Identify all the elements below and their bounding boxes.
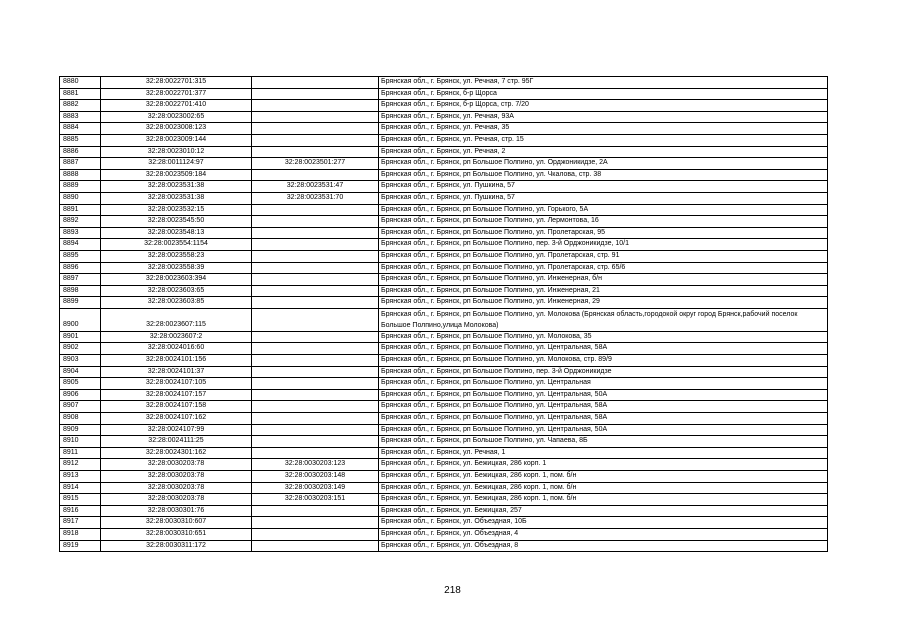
table-row: [60, 134, 828, 146]
table-row: [60, 239, 828, 251]
cadastral-number-cell: 32:28:0024107:162: [101, 413, 252, 425]
row-number-cell: 8889: [60, 181, 101, 193]
address-cell: Брянская обл., г. Брянск, ул. Бежицкая, 286 корп. 1: [379, 459, 828, 471]
row-number-cell: 8895: [60, 250, 101, 262]
address-cell: Брянская обл., г. Брянск, ул. Речная, 1: [379, 447, 828, 459]
table-row: [60, 378, 828, 390]
secondary-cadastral-number-cell: [252, 216, 379, 228]
address-cell: Брянская обл., г. Брянск, ул. Объездная, 10Б: [379, 517, 828, 529]
row-number-cell: 8898: [60, 285, 101, 297]
address-cell: Брянская обл., г. Брянск, ул. Речная, 2: [379, 146, 828, 158]
secondary-cadastral-number-cell: [252, 343, 379, 355]
table-row: [60, 297, 828, 309]
table-row: [60, 158, 828, 170]
secondary-cadastral-number-cell: [252, 77, 379, 89]
address-cell: Брянская обл., г. Брянск, рп Большое Полпино, ул. Молокова, стр. 89/9: [379, 355, 828, 367]
table-row: [60, 540, 828, 552]
cadastral-number-cell: 32:28:0024107:105: [101, 378, 252, 390]
secondary-cadastral-number-cell: [252, 297, 379, 309]
address-cell: Брянская обл., г. Брянск, рп Большое Полпино, ул. Инженерная, б/н: [379, 274, 828, 286]
table-row: [60, 308, 828, 331]
cadastral-number-cell: 32:28:0030203:78: [101, 494, 252, 506]
row-number-cell: 8912: [60, 459, 101, 471]
cadastral-number-cell: 32:28:0023603:65: [101, 285, 252, 297]
address-cell: Брянская обл., г. Брянск, б-р Щорса, стр. 7/20: [379, 100, 828, 112]
table-row: [60, 459, 828, 471]
row-number-cell: 8896: [60, 262, 101, 274]
secondary-cadastral-number-cell: [252, 528, 379, 540]
address-cell: Брянская обл., г. Брянск, рп Большое Полпино, ул. Пролетарская, стр. 65/6: [379, 262, 828, 274]
table-row: [60, 169, 828, 181]
address-cell: Брянская обл., г. Брянск, рп Большое Полпино, пер. 3-й Орджоникидзе, 10/1: [379, 239, 828, 251]
cadastral-number-cell: 32:28:0023532:15: [101, 204, 252, 216]
secondary-cadastral-number-cell: [252, 100, 379, 112]
address-cell: Брянская обл., г. Брянск, рп Большое Полпино, ул. Центральная: [379, 378, 828, 390]
secondary-cadastral-number-cell: [252, 250, 379, 262]
row-number-cell: 8909: [60, 424, 101, 436]
secondary-cadastral-number-cell: [252, 413, 379, 425]
cadastral-number-cell: 32:28:0030203:78: [101, 471, 252, 483]
row-number-cell: 8903: [60, 355, 101, 367]
secondary-cadastral-number-cell: [252, 378, 379, 390]
row-number-cell: 8914: [60, 482, 101, 494]
secondary-cadastral-number-cell: [252, 355, 379, 367]
row-number-cell: 8918: [60, 528, 101, 540]
table-row: [60, 331, 828, 343]
cadastral-number-cell: 32:28:0024101:156: [101, 355, 252, 367]
address-cell: Брянская обл., г. Брянск, рп Большое Полпино, ул. Пролетарская, 95: [379, 227, 828, 239]
secondary-cadastral-number-cell: [252, 88, 379, 100]
row-number-cell: 8900: [60, 308, 101, 331]
row-number-cell: 8884: [60, 123, 101, 135]
address-cell: Брянская обл., г. Брянск, рп Большое Полпино, ул. Центральная, 50А: [379, 424, 828, 436]
secondary-cadastral-number-cell: [252, 274, 379, 286]
row-number-cell: 8899: [60, 297, 101, 309]
secondary-cadastral-number-cell: [252, 262, 379, 274]
cadastral-number-cell: 32:28:0022701:315: [101, 77, 252, 89]
secondary-cadastral-number-cell: 32:28:0023531:47: [252, 181, 379, 193]
address-cell: Брянская обл., г. Брянск, рп Большое Полпино, ул. Центральная, 50А: [379, 389, 828, 401]
address-cell: Брянская обл., г. Брянск, рп Большое Полпино, ул. Инженерная, 29: [379, 297, 828, 309]
secondary-cadastral-number-cell: [252, 366, 379, 378]
table-row: [60, 494, 828, 506]
row-number-cell: 8904: [60, 366, 101, 378]
cadastral-number-cell: 32:28:0030203:78: [101, 482, 252, 494]
cadastral-number-cell: 32:28:0023531:38: [101, 192, 252, 204]
address-cell: Брянская обл., г. Брянск, ул. Бежицкая, 286 корп. 1, пом. б/н: [379, 482, 828, 494]
cadastral-number-cell: 32:28:0030301:76: [101, 505, 252, 517]
row-number-cell: 8917: [60, 517, 101, 529]
row-number-cell: 8915: [60, 494, 101, 506]
table-row: [60, 505, 828, 517]
table-row: [60, 88, 828, 100]
table-row: [60, 111, 828, 123]
secondary-cadastral-number-cell: [252, 540, 379, 552]
address-cell: Брянская обл., г. Брянск, б-р Щорса: [379, 88, 828, 100]
table-row: [60, 447, 828, 459]
secondary-cadastral-number-cell: [252, 123, 379, 135]
row-number-cell: 8890: [60, 192, 101, 204]
table-row: [60, 355, 828, 367]
registry-table: [59, 76, 828, 552]
table-row: [60, 123, 828, 135]
secondary-cadastral-number-cell: 32:28:0030203:151: [252, 494, 379, 506]
secondary-cadastral-number-cell: [252, 204, 379, 216]
cadastral-number-cell: 32:28:0030310:607: [101, 517, 252, 529]
address-cell: Брянская обл., г. Брянск, ул. Пушкина, 57: [379, 181, 828, 193]
address-cell: Брянская обл., г. Брянск, ул. Бежицкая, 286 корп. 1, пом. б/н: [379, 494, 828, 506]
cadastral-number-cell: 32:28:0022701:410: [101, 100, 252, 112]
cadastral-number-cell: 32:28:0023603:394: [101, 274, 252, 286]
row-number-cell: 8894: [60, 239, 101, 251]
row-number-cell: 8902: [60, 343, 101, 355]
address-cell: Брянская обл., г. Брянск, рп Большое Полпино, ул. Горького, 5А: [379, 204, 828, 216]
table-row: [60, 274, 828, 286]
row-number-cell: 8893: [60, 227, 101, 239]
secondary-cadastral-number-cell: [252, 436, 379, 448]
table-row: [60, 100, 828, 112]
address-cell: Брянская обл., г. Брянск, ул. Пушкина, 57: [379, 192, 828, 204]
table-row: [60, 436, 828, 448]
cadastral-number-cell: 32:28:0024107:157: [101, 389, 252, 401]
address-cell: Брянская обл., г. Брянск, рп Большое Полпино, ул. Лермонтова, 16: [379, 216, 828, 228]
row-number-cell: 8905: [60, 378, 101, 390]
cadastral-number-cell: 32:28:0023558:23: [101, 250, 252, 262]
row-number-cell: 8887: [60, 158, 101, 170]
secondary-cadastral-number-cell: [252, 331, 379, 343]
table-row: [60, 285, 828, 297]
cadastral-number-cell: 32:28:0024111:25: [101, 436, 252, 448]
cadastral-number-cell: 32:28:0030203:78: [101, 459, 252, 471]
cadastral-number-cell: 32:28:0023545:50: [101, 216, 252, 228]
secondary-cadastral-number-cell: [252, 227, 379, 239]
secondary-cadastral-number-cell: [252, 517, 379, 529]
cadastral-number-cell: 32:28:0023509:184: [101, 169, 252, 181]
table-row: [60, 401, 828, 413]
address-cell: Брянская обл., г. Брянск, рп Большое Полпино, ул. Молокова, 35: [379, 331, 828, 343]
cadastral-number-cell: 32:28:0024107:99: [101, 424, 252, 436]
row-number-cell: 8916: [60, 505, 101, 517]
cadastral-number-cell: 32:28:0023008:123: [101, 123, 252, 135]
address-cell: Брянская обл., г. Брянск, ул. Речная, 7 стр. 95Г: [379, 77, 828, 89]
address-cell: Брянская обл., г. Брянск, рп Большое Полпино, ул. Молокова (Брянская область,городокой округ город Брянск,рабочий поселок Большое Полпино,улица Молокова): [379, 308, 828, 331]
address-cell: Брянская обл., г. Брянск, рп Большое Полпино, ул. Орджоникидзе, 2А: [379, 158, 828, 170]
cadastral-number-cell: 32:28:0024301:162: [101, 447, 252, 459]
secondary-cadastral-number-cell: 32:28:0030203:123: [252, 459, 379, 471]
table-row: [60, 250, 828, 262]
table-row: [60, 528, 828, 540]
row-number-cell: 8892: [60, 216, 101, 228]
table-row: [60, 482, 828, 494]
cadastral-number-cell: 32:28:0024107:158: [101, 401, 252, 413]
address-cell: Брянская обл., г. Брянск, рп Большое Полпино, ул. Инженерная, 21: [379, 285, 828, 297]
cadastral-number-cell: 32:28:0023554:1154: [101, 239, 252, 251]
table-row: [60, 181, 828, 193]
cadastral-number-cell: 32:28:0030311:172: [101, 540, 252, 552]
row-number-cell: 8906: [60, 389, 101, 401]
secondary-cadastral-number-cell: [252, 146, 379, 158]
table-row: [60, 204, 828, 216]
table-row: [60, 343, 828, 355]
cadastral-number-cell: 32:28:0024101:37: [101, 366, 252, 378]
table-row: [60, 389, 828, 401]
secondary-cadastral-number-cell: [252, 239, 379, 251]
table-row: [60, 471, 828, 483]
row-number-cell: 8901: [60, 331, 101, 343]
secondary-cadastral-number-cell: [252, 424, 379, 436]
table-row: [60, 262, 828, 274]
address-cell: Брянская обл., г. Брянск, рп Большое Полпино, ул. Центральная, 58А: [379, 343, 828, 355]
row-number-cell: 8880: [60, 77, 101, 89]
secondary-cadastral-number-cell: 32:28:0030203:149: [252, 482, 379, 494]
address-cell: Брянская обл., г. Брянск, рп Большое Полпино, ул. Центральная, 58А: [379, 401, 828, 413]
row-number-cell: 8888: [60, 169, 101, 181]
address-cell: Брянская обл., г. Брянск, рп Большое Полпино, ул. Чкалова, стр. 38: [379, 169, 828, 181]
cadastral-number-cell: 32:28:0023010:12: [101, 146, 252, 158]
row-number-cell: 8882: [60, 100, 101, 112]
address-cell: Брянская обл., г. Брянск, ул. Объездная, 4: [379, 528, 828, 540]
row-number-cell: 8907: [60, 401, 101, 413]
cadastral-number-cell: 32:28:0023607:115: [101, 308, 252, 331]
cadastral-number-cell: 32:28:0023607:2: [101, 331, 252, 343]
cadastral-number-cell: 32:28:0023558:39: [101, 262, 252, 274]
row-number-cell: 8910: [60, 436, 101, 448]
cadastral-number-cell: 32:28:0030310:651: [101, 528, 252, 540]
address-cell: Брянская обл., г. Брянск, ул. Речная, стр. 15: [379, 134, 828, 146]
row-number-cell: 8919: [60, 540, 101, 552]
table-row: [60, 192, 828, 204]
secondary-cadastral-number-cell: [252, 447, 379, 459]
row-number-cell: 8913: [60, 471, 101, 483]
table-row: [60, 146, 828, 158]
table-row: [60, 517, 828, 529]
address-cell: Брянская обл., г. Брянск, ул. Объездная, 8: [379, 540, 828, 552]
table-row: [60, 77, 828, 89]
row-number-cell: 8897: [60, 274, 101, 286]
address-cell: Брянская обл., г. Брянск, рп Большое Полпино, ул. Чапаева, 8Б: [379, 436, 828, 448]
cadastral-number-cell: 32:28:0023002:65: [101, 111, 252, 123]
secondary-cadastral-number-cell: [252, 389, 379, 401]
secondary-cadastral-number-cell: [252, 111, 379, 123]
cadastral-number-cell: 32:28:0023009:144: [101, 134, 252, 146]
address-cell: Брянская обл., г. Брянск, ул. Речная, 93А: [379, 111, 828, 123]
address-cell: Брянская обл., г. Брянск, ул. Бежицкая, 257: [379, 505, 828, 517]
table-row: [60, 413, 828, 425]
secondary-cadastral-number-cell: [252, 308, 379, 331]
cadastral-number-cell: 32:28:0022701:377: [101, 88, 252, 100]
secondary-cadastral-number-cell: 32:28:0030203:148: [252, 471, 379, 483]
cadastral-number-cell: 32:28:0024016:60: [101, 343, 252, 355]
address-cell: Брянская обл., г. Брянск, рп Большое Полпино, ул. Центральная, 58А: [379, 413, 828, 425]
registry-table-body: [60, 77, 828, 552]
row-number-cell: 8908: [60, 413, 101, 425]
address-cell: Брянская обл., г. Брянск, рп Большое Полпино, пер. 3-й Орджоникидзе: [379, 366, 828, 378]
row-number-cell: 8891: [60, 204, 101, 216]
secondary-cadastral-number-cell: [252, 169, 379, 181]
page-number: 218: [444, 585, 461, 596]
secondary-cadastral-number-cell: 32:28:0023501:277: [252, 158, 379, 170]
secondary-cadastral-number-cell: [252, 401, 379, 413]
row-number-cell: 8885: [60, 134, 101, 146]
table-row: [60, 366, 828, 378]
cadastral-number-cell: 32:28:0023531:38: [101, 181, 252, 193]
address-cell: Брянская обл., г. Брянск, рп Большое Полпино, ул. Пролетарская, стр. 91: [379, 250, 828, 262]
secondary-cadastral-number-cell: [252, 505, 379, 517]
secondary-cadastral-number-cell: 32:28:0023531:70: [252, 192, 379, 204]
address-cell: Брянская обл., г. Брянск, ул. Бежицкая, 286 корп. 1, пом. б/н: [379, 471, 828, 483]
row-number-cell: 8883: [60, 111, 101, 123]
row-number-cell: 8886: [60, 146, 101, 158]
cadastral-number-cell: 32:28:0011124:97: [101, 158, 252, 170]
table-row: [60, 216, 828, 228]
cadastral-number-cell: 32:28:0023603:85: [101, 297, 252, 309]
row-number-cell: 8911: [60, 447, 101, 459]
table-row: [60, 227, 828, 239]
cadastral-number-cell: 32:28:0023548:13: [101, 227, 252, 239]
secondary-cadastral-number-cell: [252, 134, 379, 146]
secondary-cadastral-number-cell: [252, 285, 379, 297]
address-cell: Брянская обл., г. Брянск, ул. Речная, 35: [379, 123, 828, 135]
row-number-cell: 8881: [60, 88, 101, 100]
table-row: [60, 424, 828, 436]
